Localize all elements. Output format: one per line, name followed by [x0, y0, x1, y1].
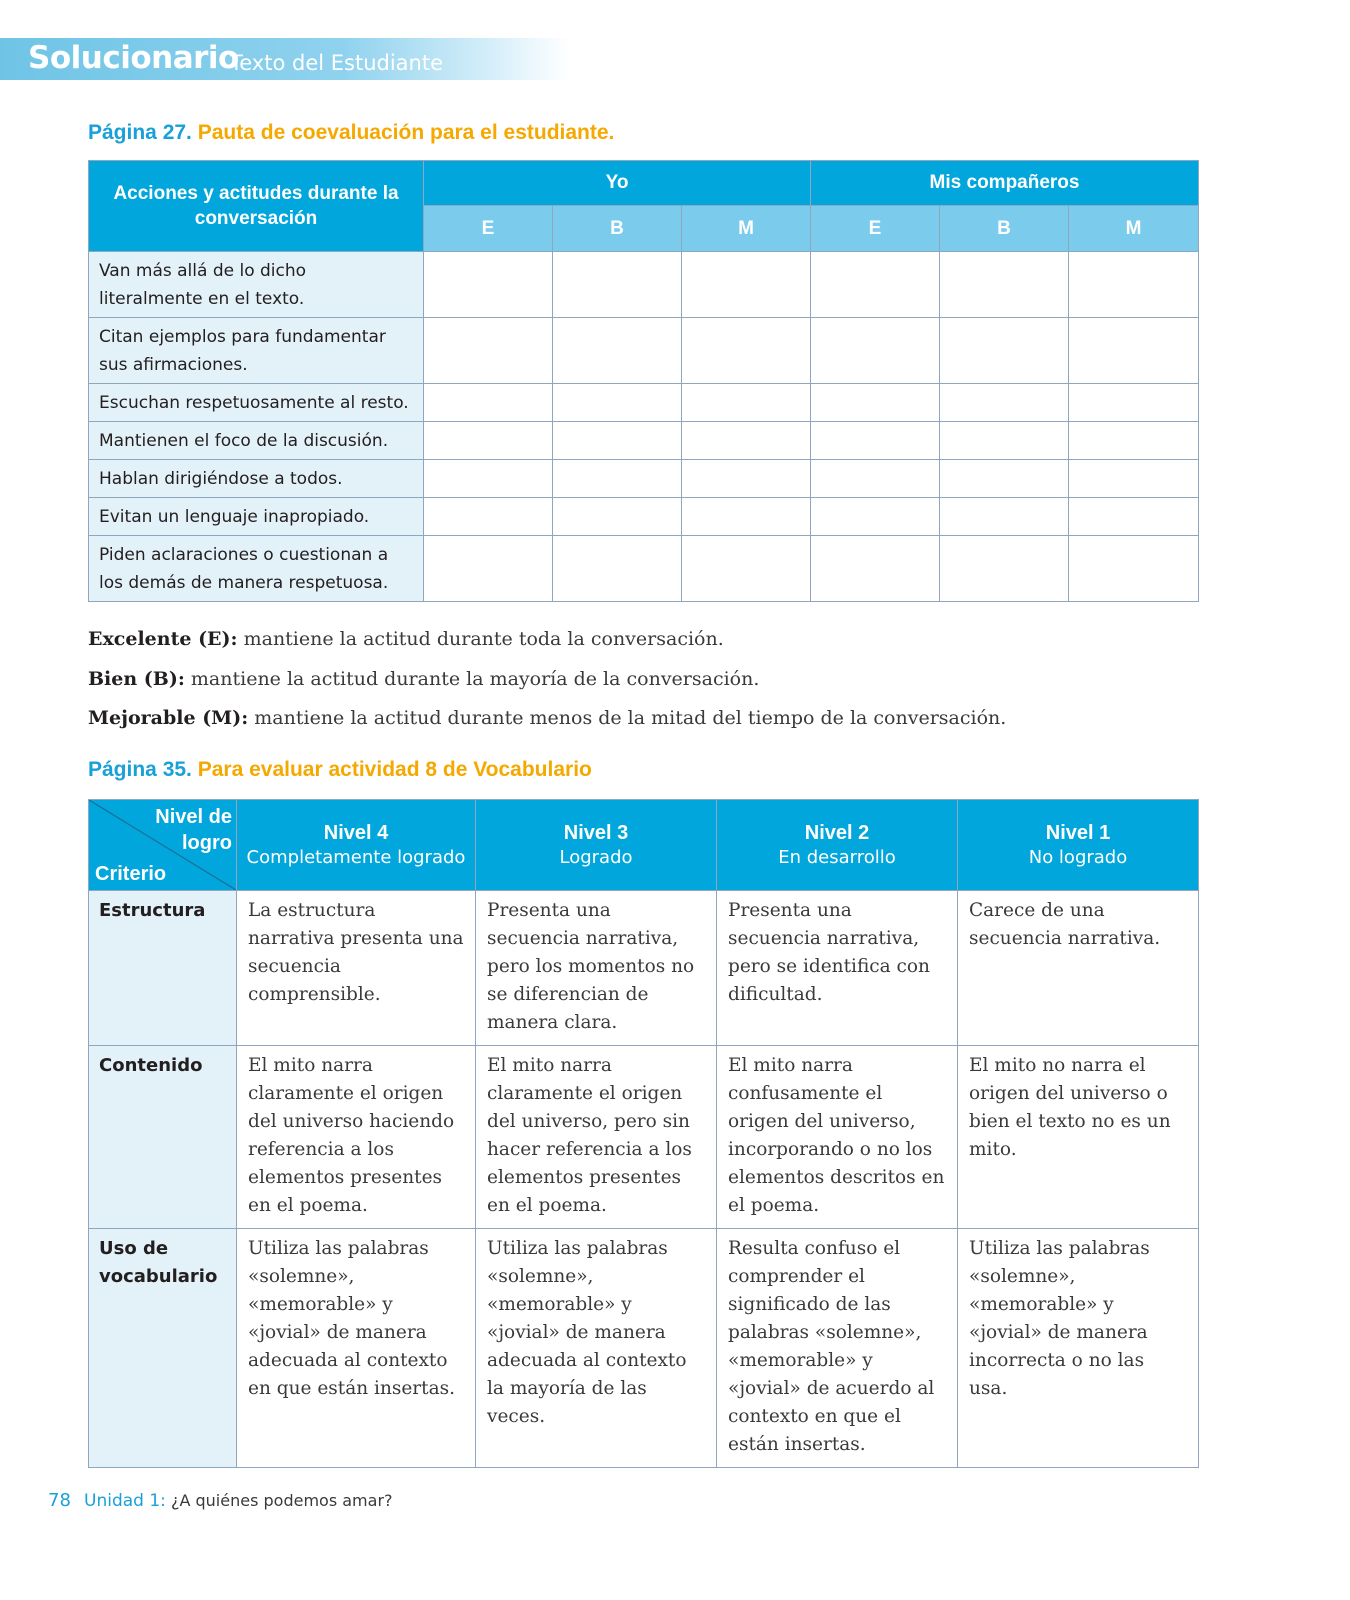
criterion-label: Van más allá de lo dicho literalmente en el texto.	[89, 252, 424, 318]
rating-cell[interactable]	[424, 498, 553, 536]
rating-cell[interactable]	[811, 460, 940, 498]
rating-cell[interactable]	[940, 460, 1069, 498]
table-row	[89, 498, 1199, 536]
rating-cell[interactable]	[940, 252, 1069, 318]
rating-cell[interactable]	[424, 252, 553, 318]
rubric-cell-level-1: Utiliza las palabras «solemne», «memorable» y «jovial» de manera incorrecta o no las usa.	[958, 1229, 1199, 1468]
rating-cell[interactable]	[1069, 384, 1199, 422]
rubric-table	[88, 799, 1199, 1468]
rubric-row	[89, 1046, 1199, 1229]
rubric-row	[89, 1229, 1199, 1468]
header-actions: Acciones y actitudes durante la conversación	[89, 161, 424, 252]
level-header-3	[476, 800, 717, 891]
rating-cell[interactable]	[1069, 422, 1199, 460]
legend-mejorable: Mejorable (M): mantiene la actitud durante menos de la mitad del tiempo de la conversación.	[88, 707, 1007, 729]
rubric-cell-level-3: El mito narra claramente el origen del universo, pero sin hacer referencia a los elementos presentes en el poema.	[476, 1046, 717, 1229]
rating-cell[interactable]	[553, 252, 682, 318]
level-description: Logrado	[559, 847, 633, 868]
rating-cell[interactable]	[553, 422, 682, 460]
rating-cell[interactable]	[940, 384, 1069, 422]
table-row	[89, 384, 1199, 422]
rubric-cell-level-2: Resulta confuso el comprender el significado de las palabras «solemne», «memorable» y «jovial» de acuerdo al contexto en que el están insertas.	[717, 1229, 958, 1468]
table-row	[89, 252, 1199, 318]
level-header-1	[958, 800, 1199, 891]
rating-cell[interactable]	[1069, 318, 1199, 384]
rating-cell[interactable]	[553, 498, 682, 536]
subheader-e-companeros: E	[811, 206, 940, 252]
criterion-label: Hablan dirigiéndose a todos.	[89, 460, 424, 498]
section2-title: Para evaluar actividad 8 de Vocabulario	[197, 758, 592, 781]
rubric-cell-level-4: El mito narra claramente el origen del universo haciendo referencia a los elementos presentes en el poema.	[237, 1046, 476, 1229]
rating-cell[interactable]	[553, 460, 682, 498]
section1-heading	[88, 121, 614, 145]
level-name: Nivel 4	[323, 822, 389, 844]
rating-cell[interactable]	[553, 384, 682, 422]
table-row	[89, 318, 1199, 384]
rating-cell[interactable]	[811, 318, 940, 384]
rating-cell[interactable]	[424, 384, 553, 422]
rubric-cell-level-3: Utiliza las palabras «solemne», «memorable» y «jovial» de manera adecuada al contexto la mayoría de las veces.	[476, 1229, 717, 1468]
rating-cell[interactable]	[682, 318, 811, 384]
rating-cell[interactable]	[940, 498, 1069, 536]
page-number: 78	[48, 1490, 71, 1511]
rating-cell[interactable]	[811, 252, 940, 318]
level-name: Nivel 3	[563, 822, 629, 844]
rating-cell[interactable]	[424, 460, 553, 498]
criterion-label: Evitan un lenguaje inapropiado.	[89, 498, 424, 536]
rating-cell[interactable]	[1069, 498, 1199, 536]
rubric-row	[89, 891, 1199, 1046]
subheader-b-yo: B	[553, 206, 682, 252]
rubric-cell-level-1: El mito no narra el origen del universo o bien el texto no es un mito.	[958, 1046, 1199, 1229]
header-banner	[0, 38, 570, 80]
corner-criterio-label: Criterio	[95, 863, 167, 885]
rating-cell[interactable]	[940, 536, 1069, 602]
coevaluation-table	[88, 160, 1199, 602]
rubric-criterion: Contenido	[89, 1046, 237, 1229]
rating-cell[interactable]	[682, 384, 811, 422]
rating-cell[interactable]	[682, 498, 811, 536]
criterion-label: Citan ejemplos para fundamentar sus afirmaciones.	[89, 318, 424, 384]
subheader-m-yo: M	[682, 206, 811, 252]
rating-cell[interactable]	[1069, 460, 1199, 498]
rating-cell[interactable]	[811, 384, 940, 422]
rating-cell[interactable]	[682, 536, 811, 602]
rubric-corner-cell	[89, 800, 237, 891]
rating-cell[interactable]	[1069, 536, 1199, 602]
level-description: En desarrollo	[778, 847, 896, 868]
criterion-label: Escuchan respetuosamente al resto.	[89, 384, 424, 422]
rubric-criterion: Uso de vocabulario	[89, 1229, 237, 1468]
rubric-cell-level-3: Presenta una secuencia narrativa, pero los momentos no se diferencian de manera clara.	[476, 891, 717, 1046]
rating-cell[interactable]	[553, 536, 682, 602]
rating-cell[interactable]	[682, 422, 811, 460]
level-name: Nivel 1	[1045, 822, 1111, 844]
table-row	[89, 536, 1199, 602]
corner-nivel-label: Nivel de logro	[155, 806, 232, 854]
rating-cell[interactable]	[682, 252, 811, 318]
table-row	[89, 460, 1199, 498]
table-row	[89, 422, 1199, 460]
rubric-cell-level-4: La estructura narrativa presenta una secuencia comprensible.	[237, 891, 476, 1046]
rubric-cell-level-2: El mito narra confusamente el origen del universo, incorporando o no los elementos descritos en el poema.	[717, 1046, 958, 1229]
level-description: Completamente logrado	[246, 847, 466, 868]
rating-cell[interactable]	[1069, 252, 1199, 318]
banner-subtitle: Texto del Estudiante	[230, 51, 444, 75]
rating-cell[interactable]	[424, 536, 553, 602]
legend-bien: Bien (B): mantiene la actitud durante la mayoría de la conversación.	[88, 668, 760, 690]
level-header-2	[717, 800, 958, 891]
subheader-e-yo: E	[424, 206, 553, 252]
rating-cell[interactable]	[682, 460, 811, 498]
rubric-cell-level-4: Utiliza las palabras «solemne», «memorable» y «jovial» de manera adecuada al contexto en que están insertas.	[237, 1229, 476, 1468]
section2-heading	[88, 758, 592, 782]
level-description: No logrado	[1028, 847, 1128, 868]
footer-unit-title: ¿A quiénes podemos amar?	[170, 1491, 393, 1510]
banner-title: Solucionario	[28, 40, 239, 76]
rating-cell[interactable]	[811, 498, 940, 536]
rating-cell[interactable]	[553, 318, 682, 384]
rating-cell[interactable]	[940, 318, 1069, 384]
rating-cell[interactable]	[424, 422, 553, 460]
rubric-cell-level-1: Carece de una secuencia narrativa.	[958, 891, 1199, 1046]
criterion-label: Piden aclaraciones o cuestionan a los demás de manera respetuosa.	[89, 536, 424, 602]
header-yo: Yo	[424, 161, 811, 206]
subheader-m-companeros: M	[1069, 206, 1199, 252]
legend-excelente: Excelente (E): mantiene la actitud durante toda la conversación.	[88, 628, 724, 650]
section1-page-label: Página 27.	[88, 121, 192, 144]
rating-cell[interactable]	[424, 318, 553, 384]
rating-cell[interactable]	[811, 422, 940, 460]
criterion-label: Mantienen el foco de la discusión.	[89, 422, 424, 460]
rubric-cell-level-2: Presenta una secuencia narrativa, pero se identifica con dificultad.	[717, 891, 958, 1046]
section1-title: Pauta de coevaluación para el estudiante.	[197, 121, 615, 144]
rating-cell[interactable]	[940, 422, 1069, 460]
level-name: Nivel 2	[804, 822, 870, 844]
page-footer	[48, 1490, 393, 1511]
rubric-criterion: Estructura	[89, 891, 237, 1046]
footer-unit: Unidad 1:	[84, 1491, 166, 1511]
header-companeros: Mis compañeros	[811, 161, 1199, 206]
subheader-b-companeros: B	[940, 206, 1069, 252]
level-header-4	[237, 800, 476, 891]
rating-cell[interactable]	[811, 536, 940, 602]
section2-page-label: Página 35.	[88, 758, 192, 781]
